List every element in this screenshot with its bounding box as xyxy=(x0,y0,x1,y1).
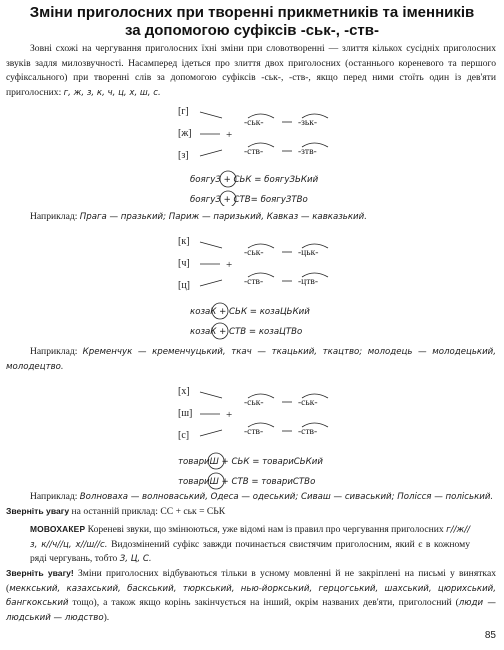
note-2-label: Зверніть увагу! xyxy=(6,568,74,578)
diagram1-suffix-2: -ств- xyxy=(244,147,264,157)
note-2 xyxy=(6,566,496,625)
diagram2-left-1: [к] xyxy=(178,236,190,247)
diagram3-suffix-2: -ств- xyxy=(244,427,264,437)
diagram3-result-1: -ськ- xyxy=(298,398,318,408)
note-2-examples: меккський, казахський, баскський, тюркський, нью-йоркський, герцогський, шахський, цюрихський, бангкокський xyxy=(6,583,496,608)
diagram2-example-2: козаК + СТВ = козаЦТВо xyxy=(190,327,303,337)
intro-paragraph xyxy=(6,42,496,100)
diagram-k-ch-ts xyxy=(170,232,370,340)
diagram1-suffix-1: -ськ- xyxy=(244,118,264,128)
page-number: 85 xyxy=(484,630,496,641)
diagram1-result-1: -зьк- xyxy=(298,118,318,128)
diagram1-plus: + xyxy=(226,129,233,141)
diagram-g-zh-z xyxy=(170,102,370,206)
note-2-text-2: тощо), а також якщо корінь закінчується на інший, окрім названих дев'яти, приголосний ( xyxy=(68,597,459,608)
title-line-1: Зміни приголосних при творенні прикметників та іменників xyxy=(29,4,475,21)
diagram2-suffix-1: -ськ- xyxy=(244,248,264,258)
diagram1-result-2: -зтв- xyxy=(298,147,317,157)
diagram3-example-2: товариШ + СТВ = товариСТВо xyxy=(178,477,316,487)
example-3-label: Наприклад: xyxy=(30,491,80,502)
diagram1-left-3: [з] xyxy=(178,150,189,161)
example-3 xyxy=(6,490,496,505)
mnemo-formula: г//ж//з, к//ч//ц, х//ш//с. xyxy=(30,525,470,550)
diagram3-suffix-1: -ськ- xyxy=(244,398,264,408)
page-title xyxy=(10,4,494,40)
diagram2-suffix-2: -ств- xyxy=(244,277,264,287)
example-1-label: Наприклад: xyxy=(30,211,80,222)
diagram3-left-1: [х] xyxy=(178,386,190,397)
example-3-text: Волноваха — волноваський, Одеса — одеський; Сиваш — сиваський; Полісся — поліський. xyxy=(79,492,494,502)
diagram2-result-1: -цьк- xyxy=(298,248,319,258)
diagram1-left-1: [г] xyxy=(178,106,189,117)
diagram2-left-2: [ч] xyxy=(178,258,190,269)
diagram-kh-sh-s xyxy=(170,382,370,490)
example-2-label: Наприклад: xyxy=(30,346,83,357)
diagram3-plus: + xyxy=(226,409,233,421)
mnemo-text-2: Видозмінений суфікс завжди починається свистячим приголосним, який є в кожному ряді чергувань, тобто xyxy=(30,538,471,564)
intro-letters: г, ж, з, к, ч, ц, х, ш, с. xyxy=(63,87,161,98)
mnemo-letters: З, Ц, С. xyxy=(119,554,152,564)
note-1 xyxy=(6,504,496,520)
diagram3-result-2: -ств- xyxy=(298,427,318,437)
diagram3-example-1: товариШ + СЬК = товариСЬКий xyxy=(178,457,323,467)
note-1-text: на останній приклад: СС + ськ = СЬК xyxy=(69,506,226,517)
mnemo-text-1: Кореневі звуки, що змінюються, уже відомі нам із правил про чергування приголосних xyxy=(85,524,447,535)
note-2-examples-2: люди — людський — людство xyxy=(6,598,496,623)
note-2-text-3: ). xyxy=(103,611,110,623)
diagram2-plus: + xyxy=(226,259,233,271)
mnemo-tag: МОВОХАКЕР xyxy=(30,524,86,534)
diagram1-example-1: боягуЗ + СЬК = боягуЗЬКий xyxy=(190,175,319,185)
note-2-text-1: Зміни приголосних відбуваються тільки в усному мовленні й не закріплені на письмі у винятках ( xyxy=(6,568,496,594)
diagram3-left-3: [с] xyxy=(178,430,190,441)
intro-text: Зовні схожі на чергування приголосних їхні зміни при словотворенні — злиття кількох сусідніх приголосних звуків задля милозвучності. Насамперед ідеться про злиття двох приголосних (останнього кореневого та першого суфіксального) при творенні слів за допомогою суфіксів -ськ-, -ств-, якщо перед ними стоїть один із дев'яти приголосних: xyxy=(6,43,496,98)
note-1-label: Зверніть увагу xyxy=(6,506,70,516)
title-line-2: за допомогою суфіксів -ськ-, -ств- xyxy=(124,22,379,39)
mnemo-note xyxy=(30,522,470,567)
example-2-text: Кременчук — кременчуцький, ткач — ткацький, ткацтво; молодець — молодецький, молодецтво. xyxy=(6,347,496,372)
example-2 xyxy=(6,345,496,374)
diagram2-left-3: [ц] xyxy=(178,280,191,291)
example-1 xyxy=(6,210,496,225)
diagram3-left-2: [ш] xyxy=(178,408,193,419)
diagram2-example-1: козаК + СЬК = козаЦЬКий xyxy=(190,307,310,317)
diagram1-example-2: боягуЗ + СТВ= боягуЗТВо xyxy=(190,195,308,205)
example-1-text: Прага — празький; Париж — паризький, Кавказ — кавказький. xyxy=(79,212,367,222)
diagram1-left-2: [ж] xyxy=(178,128,192,139)
diagram2-result-2: -цтв- xyxy=(298,277,319,287)
